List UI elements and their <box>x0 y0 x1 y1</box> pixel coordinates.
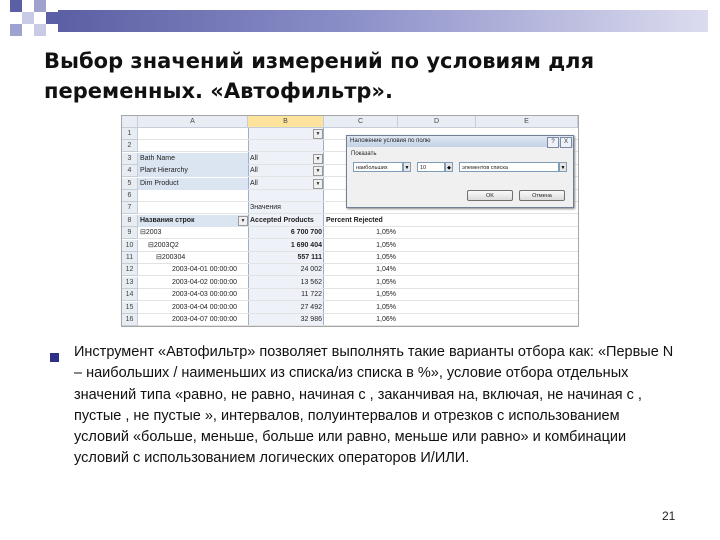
table-row <box>138 277 578 289</box>
cell-a: Bath Name <box>138 153 248 165</box>
decorative-header <box>0 0 720 40</box>
row-header: 1 <box>122 128 138 140</box>
cell-c: 1,06% <box>376 316 396 323</box>
deco-square <box>34 0 46 12</box>
row-header: 3 <box>122 153 138 165</box>
cell-b: All <box>250 154 258 162</box>
column-header-b: B <box>248 116 324 128</box>
cell-b: 27 492 <box>300 303 322 311</box>
row-header: 11 <box>122 252 138 264</box>
cell-a: ⊟2003 <box>140 229 162 237</box>
table-row <box>138 215 578 227</box>
spinner-icon[interactable]: ◆ <box>445 162 453 172</box>
row-header: 13 <box>122 277 138 289</box>
row-header: 16 <box>122 314 138 326</box>
table-row <box>138 289 578 301</box>
cell-a: 2003-04-01 00:00:00 <box>172 266 237 274</box>
deco-square <box>10 0 22 12</box>
cell-a <box>138 190 248 202</box>
row-header: 2 <box>122 140 138 152</box>
chevron-down-icon[interactable]: ▼ <box>559 162 567 172</box>
row-header: 14 <box>122 289 138 301</box>
cell-b: Accepted Products <box>250 216 314 224</box>
cell-c: 1,05% <box>376 278 396 286</box>
cell-b <box>250 190 322 202</box>
cell-b: 13 562 <box>300 278 322 286</box>
type-select[interactable]: элементов списка <box>459 162 559 172</box>
cell-c: 1,05% <box>376 291 396 299</box>
cell-b: Значения <box>250 204 281 212</box>
deco-square <box>46 12 58 24</box>
chevron-down-icon[interactable]: ▼ <box>403 162 411 172</box>
cell-a: Plant Hierarchy <box>138 165 248 177</box>
ok-button[interactable]: OK <box>467 190 513 201</box>
bullet-square-icon <box>50 353 59 362</box>
row-header: 7 <box>122 202 138 214</box>
deco-square <box>10 24 22 36</box>
show-label: Показать <box>351 151 377 157</box>
cell-c: 1,05% <box>376 303 396 311</box>
dropdown-arrow-icon[interactable]: ▼ <box>313 166 323 176</box>
spreadsheet-screenshot <box>121 115 579 327</box>
row-header: 15 <box>122 302 138 314</box>
dropdown-arrow-icon[interactable]: ▼ <box>238 216 248 226</box>
cell-b <box>250 140 322 152</box>
cell-a: 2003-04-07 00:00:00 <box>172 316 237 323</box>
help-button[interactable]: ? <box>547 137 559 148</box>
cell-b: 1 690 404 <box>290 241 322 249</box>
cell-b: All <box>250 179 258 187</box>
cell-c: 1,05% <box>376 229 396 237</box>
column-header-d: D <box>398 116 476 128</box>
cell-b: All <box>250 167 258 175</box>
table-row <box>138 227 578 239</box>
cell-c: Percent Rejected <box>326 216 383 224</box>
table-row <box>138 302 578 314</box>
cell-b: 32 986 <box>300 316 322 323</box>
cell-b: 11 722 <box>301 291 322 299</box>
row-header: 8 <box>122 215 138 227</box>
cell-a <box>138 140 248 152</box>
cell-a: ⊟200304 <box>156 254 186 261</box>
table-row <box>138 252 578 264</box>
dropdown-arrow-icon[interactable]: ▼ <box>313 179 323 189</box>
column-header-a: A <box>138 116 248 128</box>
row-header: 6 <box>122 190 138 202</box>
close-button[interactable]: X <box>560 137 572 148</box>
row-header: 10 <box>122 240 138 252</box>
table-row <box>138 264 578 276</box>
cell-a: Названия строк <box>138 215 248 227</box>
title-band <box>58 10 708 32</box>
cell-a: 2003-04-03 00:00:00 <box>172 291 237 299</box>
row-header: 5 <box>122 178 138 190</box>
deco-square <box>34 24 46 36</box>
cell-c: 1,05% <box>376 241 396 249</box>
cell-b <box>250 128 322 140</box>
column-header-c: C <box>324 116 398 128</box>
slide-title: Выбор значений измерений по условиям для переменных. «Автофильтр». <box>44 49 595 103</box>
row-header: 12 <box>122 264 138 276</box>
bullet-text: Инструмент «Автофильтр» позволяет выполнять такие варианты отбора как: «Первые N – наибольших / наименьших из списка/из списка в %», условие отбора отдельных значений типа «равно, не равно, начиная с , заканчивая на, включая, не начиная с , пустые , не пустые », интервалов, полуинтервалов и отрезков с использованием условий «больше, меньше, больше или равно, меньше или равно» и комбинации условий с использованием логических операторов И/ИЛИ. <box>74 344 674 467</box>
dropdown-arrow-icon[interactable]: ▼ <box>313 154 323 164</box>
cell-b: 557 111 <box>297 254 322 261</box>
cell-c: 1,05% <box>376 254 396 261</box>
cell-b: 24 002 <box>300 266 322 274</box>
cell-a <box>138 128 248 140</box>
column-header-e: E <box>476 116 578 128</box>
corner-cell <box>122 116 138 128</box>
page-number: 21 <box>662 509 676 523</box>
row-header: 9 <box>122 227 138 239</box>
cell-a: ⊟2003Q2 <box>148 241 179 249</box>
cancel-button[interactable]: Отмена <box>519 190 565 201</box>
cell-a <box>138 202 248 214</box>
dropdown-arrow-icon[interactable]: ▼ <box>313 129 323 139</box>
table-row <box>138 314 578 326</box>
cell-a: Dim Product <box>138 178 248 190</box>
row-header: 4 <box>122 165 138 177</box>
cell-b: 6 700 700 <box>290 229 322 237</box>
deco-square <box>22 12 34 24</box>
dialog-title: Наложение условия по полю <box>347 136 573 147</box>
cell-c: 1,04% <box>376 266 396 274</box>
count-stepper[interactable]: 10 <box>417 162 445 172</box>
table-row <box>138 240 578 252</box>
mode-select[interactable]: наибольших <box>353 162 403 172</box>
cell-a: 2003-04-04 00:00:00 <box>172 303 237 311</box>
filter-dialog <box>346 135 574 208</box>
cell-a: 2003-04-02 00:00:00 <box>172 278 237 286</box>
